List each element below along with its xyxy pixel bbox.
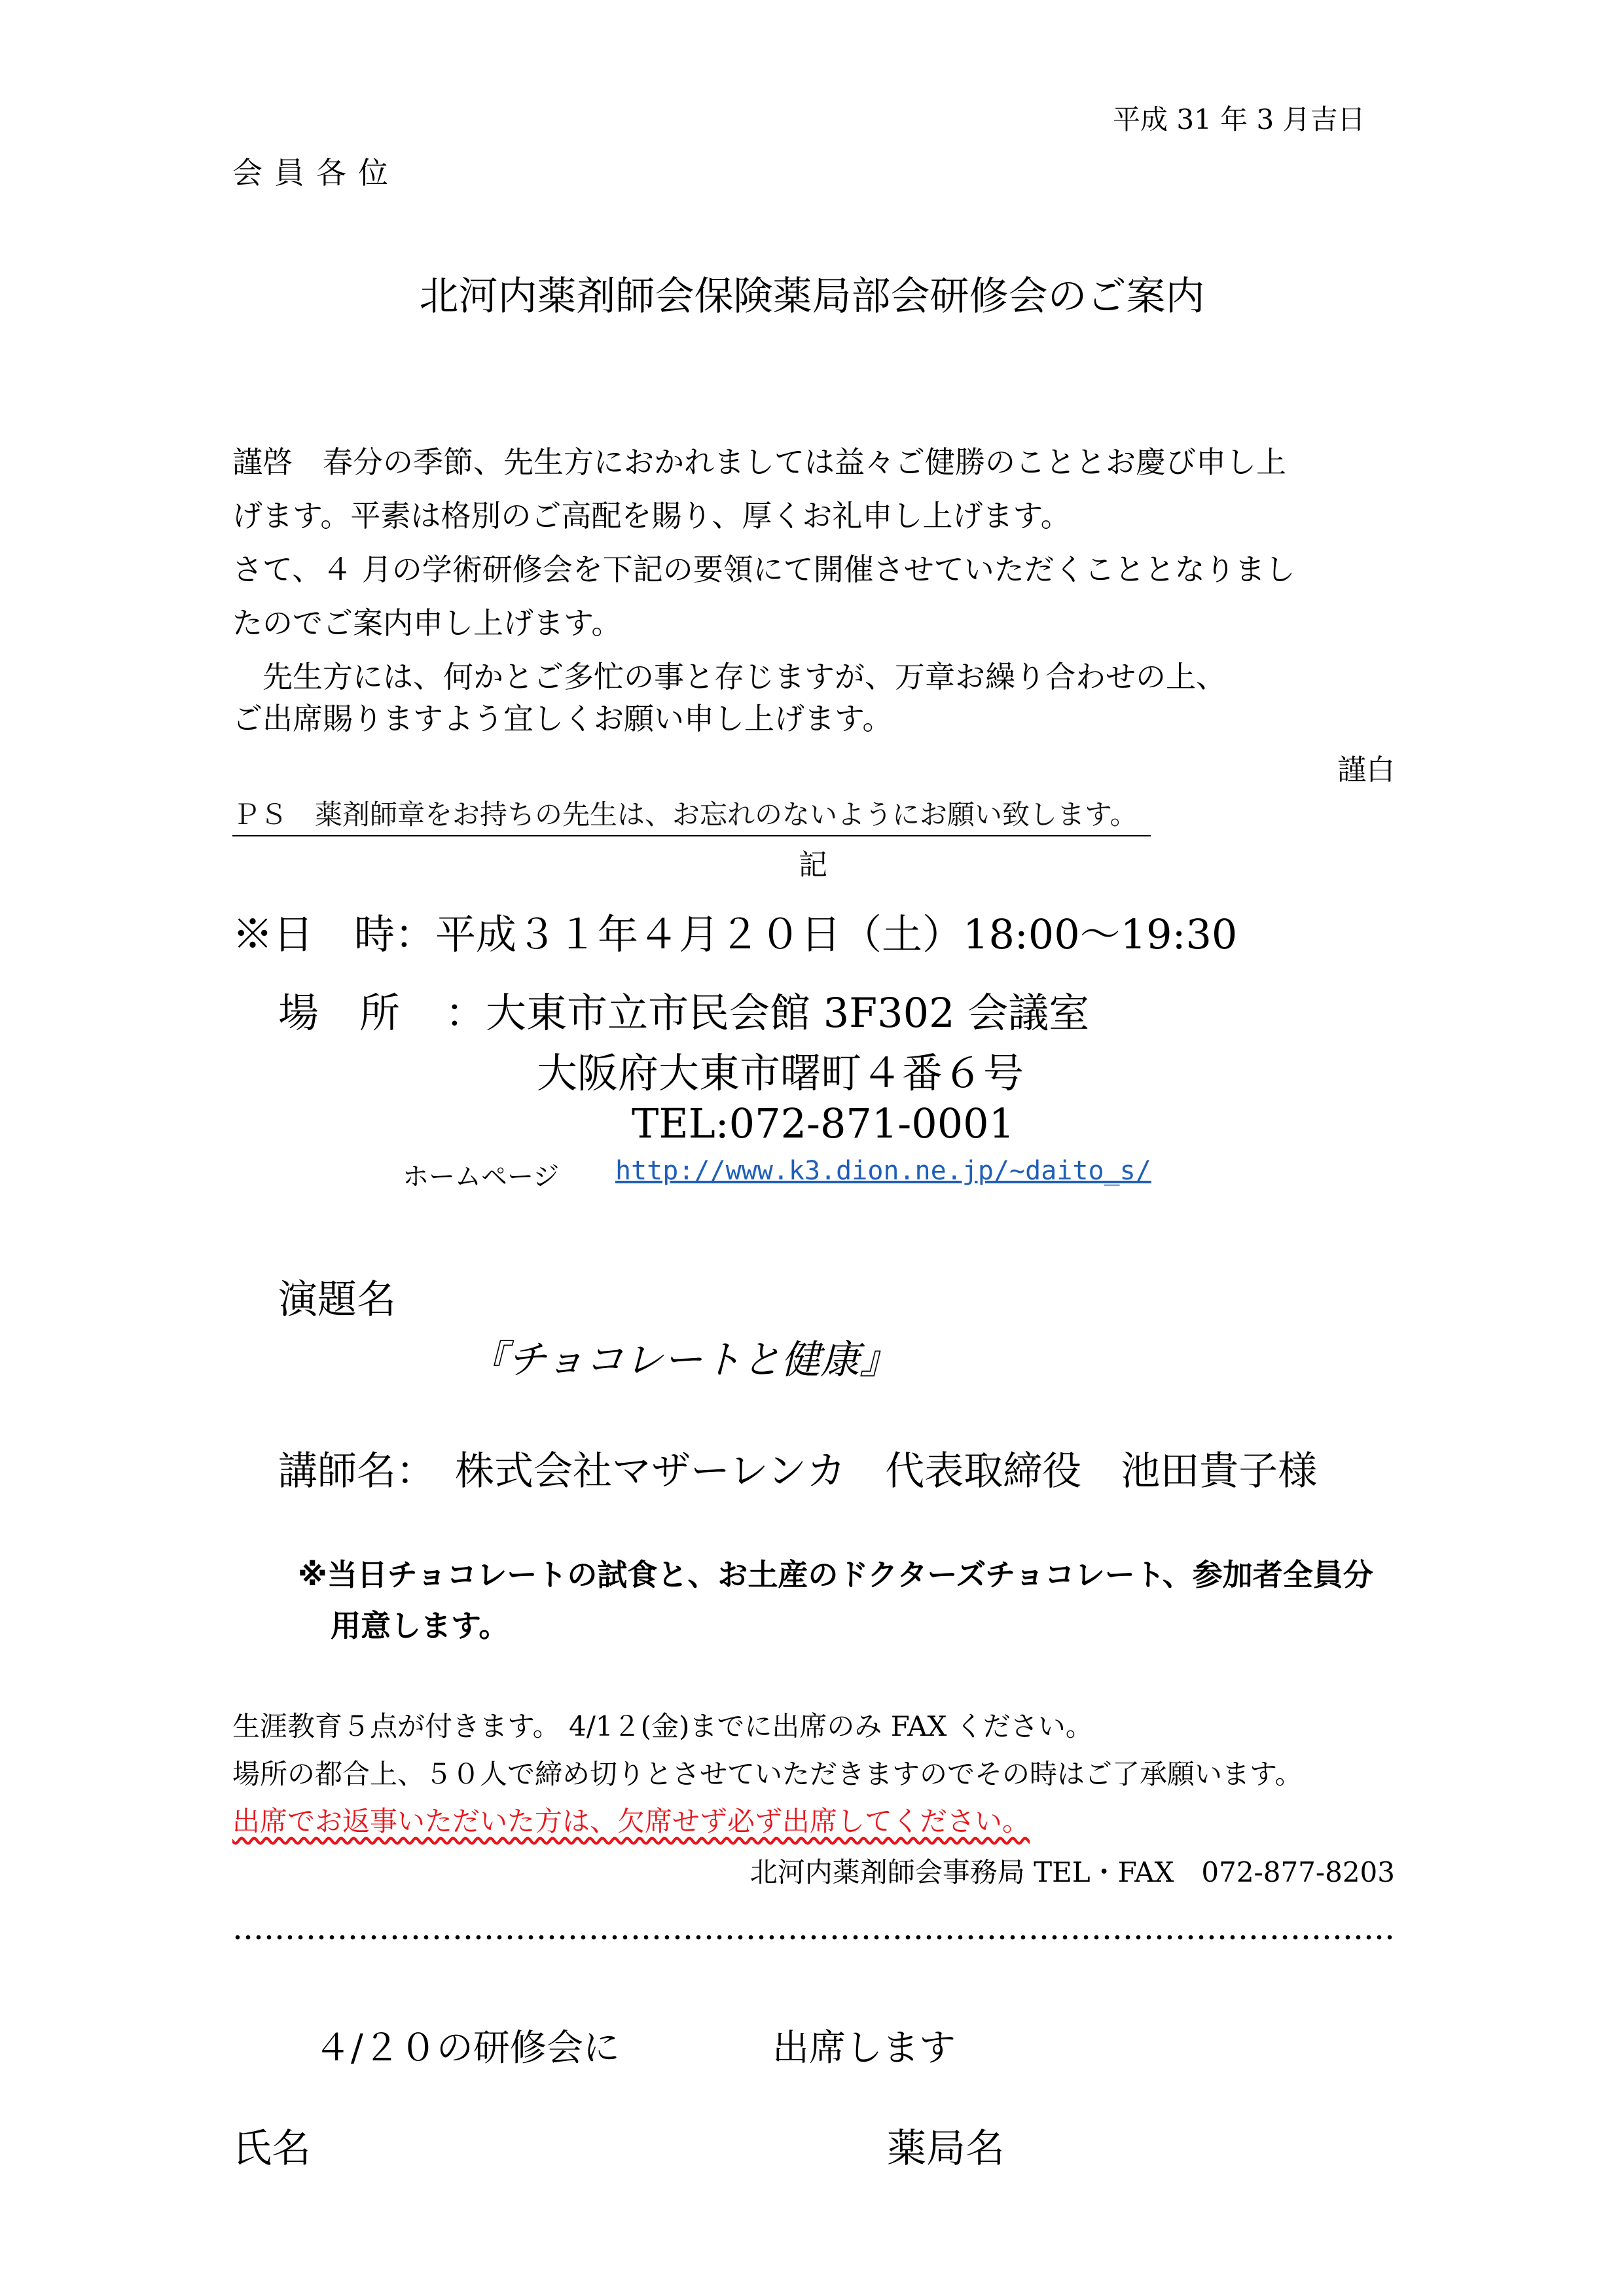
- letter-closing: 謹白: [1337, 753, 1395, 787]
- tasting-note-line-1: ※当日チョコレートの試食と、お土産のドクターズチョコレート、参加者全員分: [298, 1557, 1373, 1592]
- letter-line-5: 先生方には、何かとご多忙の事と存じますが、万章お繰り合わせの上、: [232, 659, 1226, 694]
- document-date: 平成 31 年 3 月吉日: [1113, 103, 1365, 135]
- event-datetime: ※日 時：平成３１年４月２０日（土）18:00～19:30: [232, 910, 1238, 958]
- ki-marker: 記: [799, 848, 827, 882]
- topic-label: 演題名: [278, 1277, 396, 1323]
- place-label: 場 所: [278, 989, 401, 1037]
- place-address: 大阪府大東市曙町４番６号: [537, 1049, 1024, 1097]
- place-venue: ：大東市立市民会館 3F302 会議室: [445, 989, 1090, 1037]
- letter-line-1: 謹啓 春分の季節、先生方におかれましては益々ご健勝のこととお慶び申し上: [232, 444, 1286, 480]
- office-contact: 北河内薬剤師会事務局 TEL・FAX 072-877-8203: [749, 1856, 1395, 1888]
- place-tel: TEL:072-871-0001: [632, 1100, 1015, 1147]
- postscript-note: ＰＳ 薬剤師章をお持ちの先生は、お忘れのないようにお願い致します。: [232, 793, 1151, 836]
- capacity-info: 場所の都合上、５０人で締め切りとさせていただきますのでその時はご了承願います。: [232, 1758, 1303, 1790]
- homepage-label: ホームページ: [403, 1162, 560, 1192]
- homepage-link[interactable]: http://www.k3.dion.ne.jp/~daito_s/: [615, 1156, 1151, 1186]
- reply-attend: 出席します: [772, 2027, 956, 2070]
- letter-line-6: ご出席賜りますよう宜しくお願い申し上げます。: [232, 701, 893, 736]
- pharmacy-label: 薬局名: [887, 2126, 1005, 2172]
- attendance-warning: 出席でお返事いただいた方は、欠席せず必ず出席してください。: [232, 1805, 1030, 1837]
- document-title: 北河内薬剤師会保険薬局部会研修会のご案内: [419, 274, 1205, 319]
- letter-line-2: げます。平素は格別のご高配を賜り、厚くお礼申し上げます。: [232, 498, 1071, 533]
- letter-line-3: さて、４ 月の学術研修会を下記の要領にて開催させていただくこととなりまし: [232, 552, 1295, 587]
- cut-line-divider: [232, 1934, 1395, 1941]
- recipients-heading: 会員各位: [232, 155, 400, 190]
- topic-title: 『チョコレートと健康』: [468, 1337, 899, 1383]
- name-label: 氏名: [232, 2126, 311, 2172]
- tasting-note-line-2: 用意します。: [331, 1608, 509, 1643]
- lecturer: 講師名： 株式会社マザーレンカ 代表取締役 池田貴子様: [278, 1448, 1318, 1494]
- reply-text: ４/２０の研修会に: [314, 2027, 620, 2070]
- letter-line-4: たのでご案内申し上げます。: [232, 605, 622, 641]
- credit-info: 生涯教育５点が付きます。 4/1２(金)までに出席のみ FAX ください。: [232, 1710, 1093, 1742]
